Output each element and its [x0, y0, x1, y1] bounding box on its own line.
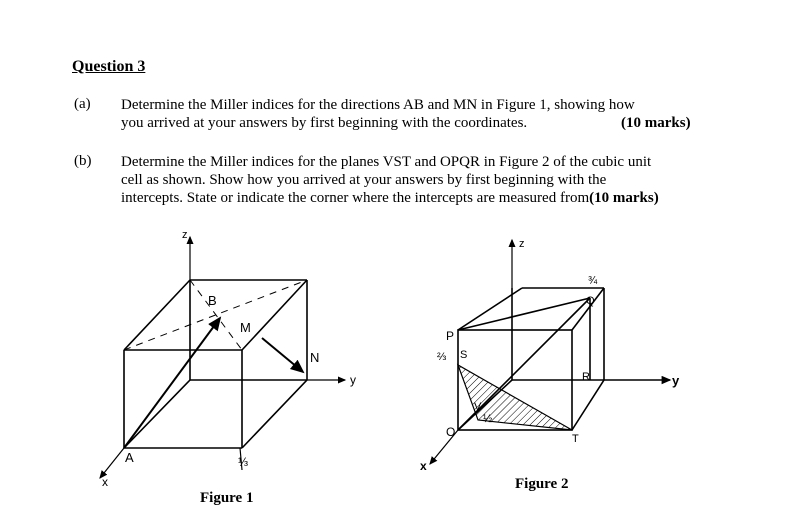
- figure1-x-label: x: [102, 475, 108, 489]
- figure2-s-label: S: [460, 349, 468, 361]
- part-b-line2: cell as shown. Show how you arrived at your answers by first beginning with the: [121, 172, 607, 188]
- figure1-m-label: M: [240, 320, 251, 335]
- figure2-y-label: y: [672, 373, 680, 388]
- figure1-mn-direction: [262, 338, 303, 372]
- question-title: Question 3: [72, 58, 146, 75]
- figure2-x-label: x: [420, 459, 427, 473]
- figure2-half-label: ½: [483, 413, 493, 425]
- figure1-n-label: N: [310, 350, 320, 365]
- figure2-two-thirds-label: ⅔: [437, 351, 447, 363]
- figure2-t-label: T: [572, 433, 579, 445]
- figure1-y-label: y: [350, 373, 356, 387]
- figure1-third-label: ⅓: [238, 455, 249, 469]
- part-b-label: (b): [74, 153, 92, 169]
- part-a-line2: you arrived at your answers by first beginning with the coordinates.: [121, 115, 528, 131]
- figure1-caption: Figure 1: [200, 490, 254, 506]
- part-a-label: (a): [74, 96, 91, 112]
- part-b-line3: intercepts. State or indicate the corner where the intercepts are measured from: [121, 190, 590, 206]
- part-b-line1: Determine the Miller indices for the planes VST and OPQR in Figure 2 of the cubic unit: [121, 154, 652, 170]
- figure1-a-label: A: [125, 450, 134, 465]
- figure1-z-label: z: [182, 229, 188, 241]
- figure2-o-label: O: [446, 425, 456, 439]
- figure2-p-label: P: [446, 329, 455, 343]
- part-a-line1: Determine the Miller indices for the directions AB and MN in Figure 1, showing how: [121, 97, 635, 113]
- part-b-marks: (10 marks): [589, 190, 659, 206]
- figure2-caption: Figure 2: [515, 476, 569, 492]
- figure2-three-quarters-label: ¾: [588, 275, 598, 287]
- figure2-v-label: V: [474, 401, 482, 413]
- figure1-b-label: B: [208, 293, 217, 308]
- figure1-ab-direction: [124, 318, 220, 448]
- figure1-x-axis: [100, 448, 124, 478]
- figure2-plane-vst: [458, 365, 572, 430]
- part-a-marks: (10 marks): [621, 115, 691, 131]
- figure2-r-label: R: [582, 371, 590, 383]
- figure1-dashed: [124, 280, 307, 350]
- figure2-q-label: Q: [586, 295, 595, 307]
- figure2-z-label: z: [519, 238, 525, 250]
